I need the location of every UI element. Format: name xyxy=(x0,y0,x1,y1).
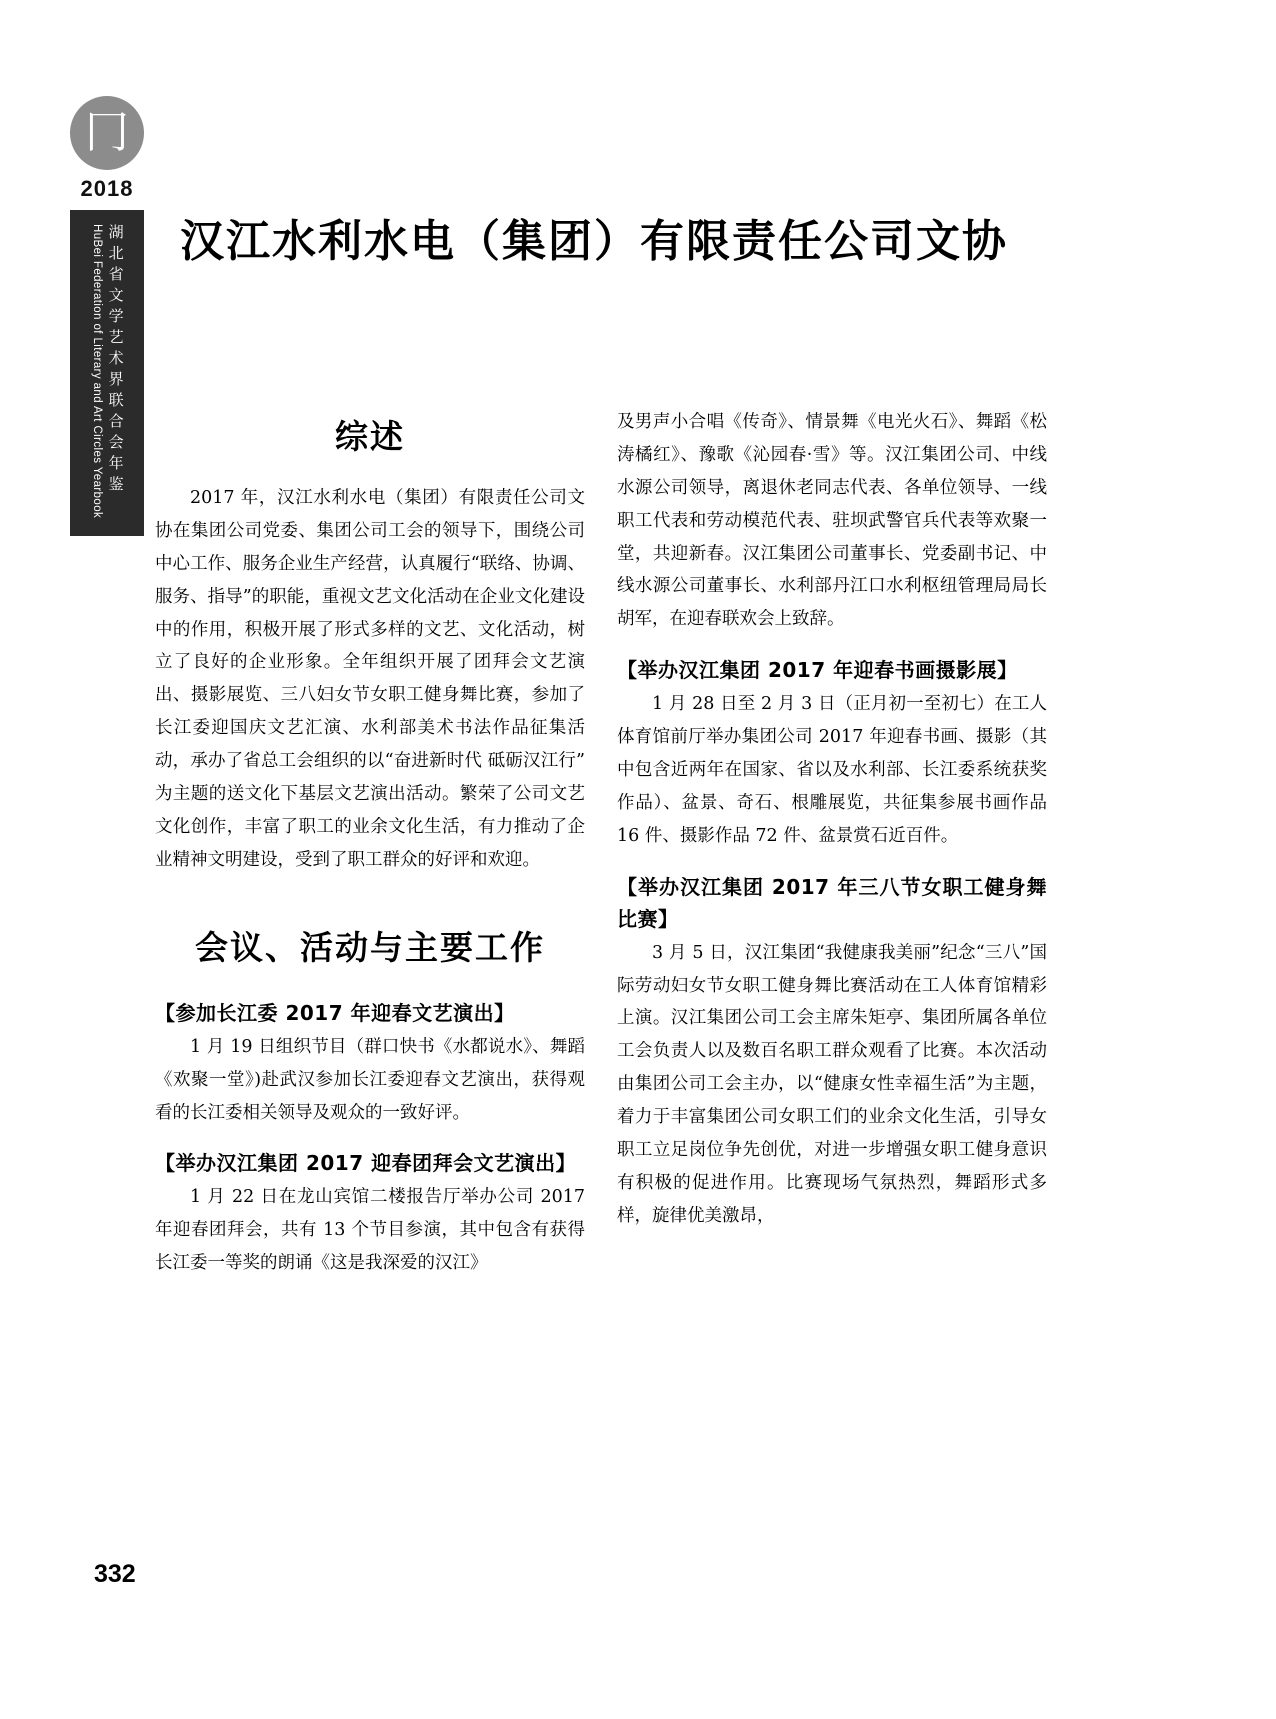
continued-paragraph: 及男声小合唱《传奇》、情景舞《电光火石》、舞蹈《松涛橘红》、豫歌《沁园春·雪》等。汉江集团公司、中线水源公司领导，离退休老同志代表、各单位领导、一线职工代表和劳动模范代表、驻坝武警官兵代表等欢聚一堂，共迎新春。汉江集团公司董事长、党委副书记、中线水源公司董事长、水利部丹江口水利枢纽管理局局长胡军，在迎春联欢会上致辞。 xyxy=(617,412,1047,630)
subsection-heading-2: 【举办汉江集团 2017 迎春团拜会文艺演出】 xyxy=(155,1151,577,1176)
emblem-glyph-icon: 冂 xyxy=(85,107,129,158)
page-number: 332 xyxy=(94,1560,136,1588)
left-column xyxy=(155,406,585,1282)
spine-title-cn: 湖北省文学艺术界联合会年鉴 xyxy=(106,224,125,497)
sidebar xyxy=(62,96,158,536)
spine-title-en: HuBei Federation of Literary and Art Circles Yearbook xyxy=(91,224,104,519)
yearbook-emblem-icon xyxy=(70,96,144,170)
subsection-body-3: 1 月 28 日至 2 月 3 日（正月初一至初七）在工人体育馆前厅举办集团公司 2017 年迎春书画、摄影（其中包含近两年在国家、省以及水利部、长江委系统获奖作品）、盆景、奇石、根雕展览，共征集参展书画作品 16 件、摄影作品 72 件、盆景赏石近百件。 xyxy=(617,694,1047,846)
section-heading-meetings: 会议、活动与主要工作 xyxy=(195,927,545,967)
subsection-heading-4: 【举办汉江集团 2017 年三八节女职工健身舞比赛】 xyxy=(617,874,1047,931)
right-column xyxy=(617,406,1047,1235)
overview-paragraph: 2017 年，汉江水利水电（集团）有限责任公司文协在集团公司党委、集团公司工会的领导下，围绕公司中心工作、服务企业生产经营，认真履行“联络、协调、服务、指导”的职能，重视文艺文化活动在企业文化建设中的作用，积极开展了形式多样的文艺、文化活动，树立了良好的企业形象。全年组织开展了团拜会文艺演出、摄影展览、三八妇女节女职工健身舞比赛，参加了长江委迎国庆文艺汇演、水利部美术书法作品征集活动，承办了省总工会组织的以“奋进新时代 砥砺汉江行”为主题的送文化下基层文艺演出活动。繁荣了公司文艺文化创作，丰富了职工的业余文化生活，有力推动了企业精神文明建设，受到了职工群众的好评和欢迎。 xyxy=(155,488,585,870)
section-heading-overview: 综述 xyxy=(335,417,405,456)
subsection-body-2: 1 月 22 日在龙山宾馆二楼报告厅举办公司 2017 年迎春团拜会，共有 13 个节目参演，其中包含有获得长江委一等奖的朗诵《这是我深爱的汉江》 xyxy=(155,1187,585,1274)
subsection-body-1: 1 月 19 日组织节目（群口快书《水都说水》、舞蹈《欢聚一堂》)赴武汉参加长江委迎春文艺演出，获得观看的长江委相关领导及观众的一致好评。 xyxy=(155,1036,585,1123)
spine-band xyxy=(70,210,144,536)
page-title: 汉江水利水电（集团）有限责任公司文协 xyxy=(180,216,1008,267)
subsection-body-4: 3 月 5 日，汉江集团“我健康我美丽”纪念“三八”国际劳动妇女节女职工健身舞比赛活动在工人体育馆精彩上演。汉江集团公司工会主席朱矩亭、集团所属各单位工会负责人以及数百名职工群众观看了比赛。本次活动由集团公司工会主办，以“健康女性幸福生活”为主题，着力于丰富集团公司女职工们的业余文化生活，引导女职工立足岗位争先创优，对进一步增强女职工健身意识有积极的促进作用。比赛现场气氛热烈，舞蹈形式多样，旋律优美激昂， xyxy=(617,942,1047,1226)
subsection-heading-3: 【举办汉江集团 2017 年迎春书画摄影展】 xyxy=(617,658,1018,683)
yearbook-year: 2018 xyxy=(80,176,134,201)
subsection-heading-1: 【参加长江委 2017 年迎春文艺演出】 xyxy=(155,1000,515,1025)
